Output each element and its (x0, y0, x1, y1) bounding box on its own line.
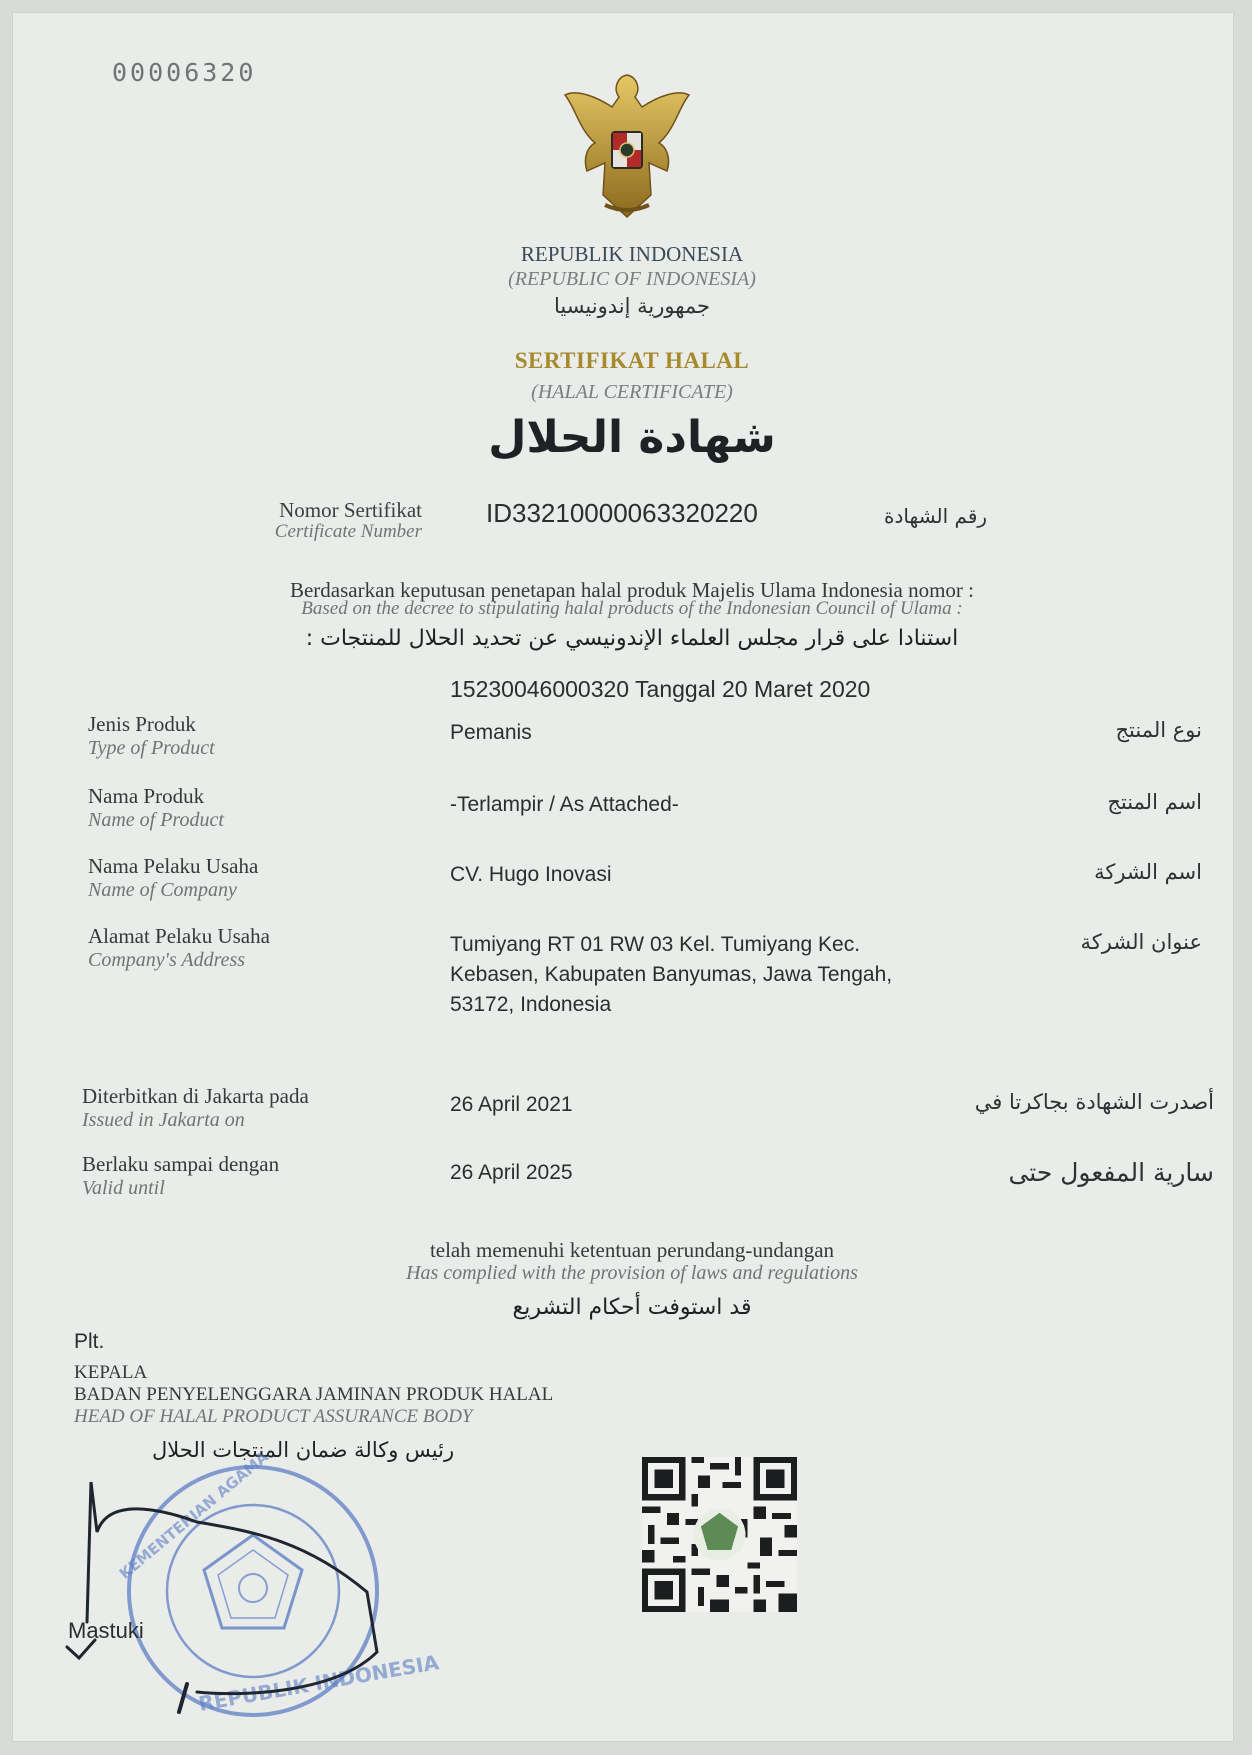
qr-code-icon (642, 1457, 797, 1612)
field-label-id: Alamat Pelaku Usaha (88, 924, 270, 948)
certificate-title-ar: شهادة الحلال (488, 412, 776, 463)
field-label-id: Nama Pelaku Usaha (88, 854, 259, 878)
compliance-text-en: Has complied with the provision of laws and regulations (406, 1262, 858, 1284)
field-label-en: Valid until (82, 1177, 165, 1199)
certificate-title-en: (HALAL CERTIFICATE) (531, 381, 733, 403)
svg-text:KEMENTERIAN AGAMA: KEMENTERIAN AGAMA (115, 1447, 272, 1583)
field-label-id: Jenis Produk (88, 712, 196, 736)
field-value: 26 April 2025 (450, 1161, 573, 1184)
field-value: 26 April 2021 (450, 1093, 573, 1116)
field-value: Pemanis (450, 721, 532, 744)
basis-text-ar: استنادا على قرار مجلس العلماء الإندونيسي عن تحديد الحلال للمنتجات : (305, 626, 959, 651)
certificate-number-label-id: Nomor Sertifikat (279, 498, 422, 522)
field-label-ar: أصدرت الشهادة بجاكرتا في (974, 1090, 1214, 1114)
field-label (82, 1084, 382, 1132)
signatory-title: KEPALA (74, 1362, 148, 1383)
decree-number: 15230046000320 Tanggal 20 Maret 2020 (450, 676, 871, 702)
field-value: CV. Hugo Inovasi (450, 863, 612, 886)
certificate-number-label-en: Certificate Number (274, 521, 422, 542)
signatory-name: Mastuki (68, 1618, 144, 1643)
certificate-title-id: SERTIFIKAT HALAL (514, 348, 750, 373)
field-label-en: Company's Address (88, 949, 246, 971)
certificate-paper (12, 12, 1234, 1742)
field-label (88, 854, 388, 902)
signatory-block (74, 1330, 553, 1428)
basis-text-en: Based on the decree to stipulating halal products of the Indonesian Council of Ulama : (301, 598, 963, 619)
field-label-ar: اسم المنتج (1107, 790, 1202, 814)
field-label-en: Issued in Jakarta on (82, 1109, 245, 1131)
field-label-id: Berlaku sampai dengan (82, 1152, 280, 1176)
compliance-text-id: telah memenuhi ketentuan perundang-undangan (429, 1238, 835, 1262)
address-line-3: 53172, Indonesia (450, 993, 612, 1016)
field-label-ar: نوع المنتج (1115, 718, 1202, 742)
field-label-en: Type of Product (88, 737, 215, 759)
signatory-body-ar: رئيس وكالة ضمان المنتجات الحلال (152, 1438, 455, 1462)
certificate-number-label (212, 498, 422, 543)
field-value: -Terlampir / As Attached- (450, 793, 679, 816)
basis-text-id: Berdasarkan keputusan penetapan halal produk Majelis Ulama Indonesia nomor : (289, 578, 975, 602)
field-label-en: Name of Product (88, 809, 224, 831)
country-name-en: (REPUBLIC OF INDONESIA) (508, 268, 756, 290)
garuda-emblem-icon (557, 67, 697, 222)
certificate-number-value: ID33210000063320220 (486, 498, 758, 528)
country-name-id: REPUBLIK INDONESIA (520, 242, 744, 266)
address-line-2: Kebasen, Kabupaten Banyumas, Jawa Tengah, (450, 963, 893, 986)
field-label-ar: عنوان الشركة (1080, 930, 1202, 954)
signatory-body-id: BADAN PENYELENGGARA JAMINAN PRODUK HALAL (74, 1384, 554, 1405)
field-label (88, 924, 388, 972)
address-line-1: Tumiyang RT 01 RW 03 Kel. Tumiyang Kec. (450, 933, 861, 956)
field-label-en: Name of Company (88, 879, 237, 901)
svg-text:REPUBLIK INDONESIA: REPUBLIK INDONESIA (196, 1650, 441, 1716)
field-label-ar: سارية المفعول حتى (1008, 1158, 1214, 1187)
field-label-ar: اسم الشركة (1094, 860, 1202, 884)
signatory-body-en: HEAD OF HALAL PRODUCT ASSURANCE BODY (74, 1406, 473, 1427)
signatory-prefix: Plt. (74, 1330, 105, 1353)
country-name-ar: جمهورية إندونيسيا (553, 294, 711, 318)
compliance-text-ar: قد استوفت أحكام التشريع (512, 1295, 752, 1320)
serial-number: 00006320 (112, 58, 257, 87)
handwritten-signature (67, 1462, 397, 1702)
field-value-address (450, 930, 990, 1020)
field-label-id: Nama Produk (88, 784, 205, 808)
field-label (88, 784, 388, 832)
certificate-number-label-ar: رقم الشهادة (884, 504, 988, 528)
field-label-id: Diterbitkan di Jakarta pada (82, 1084, 309, 1108)
field-label (82, 1152, 382, 1200)
field-label (88, 712, 388, 760)
